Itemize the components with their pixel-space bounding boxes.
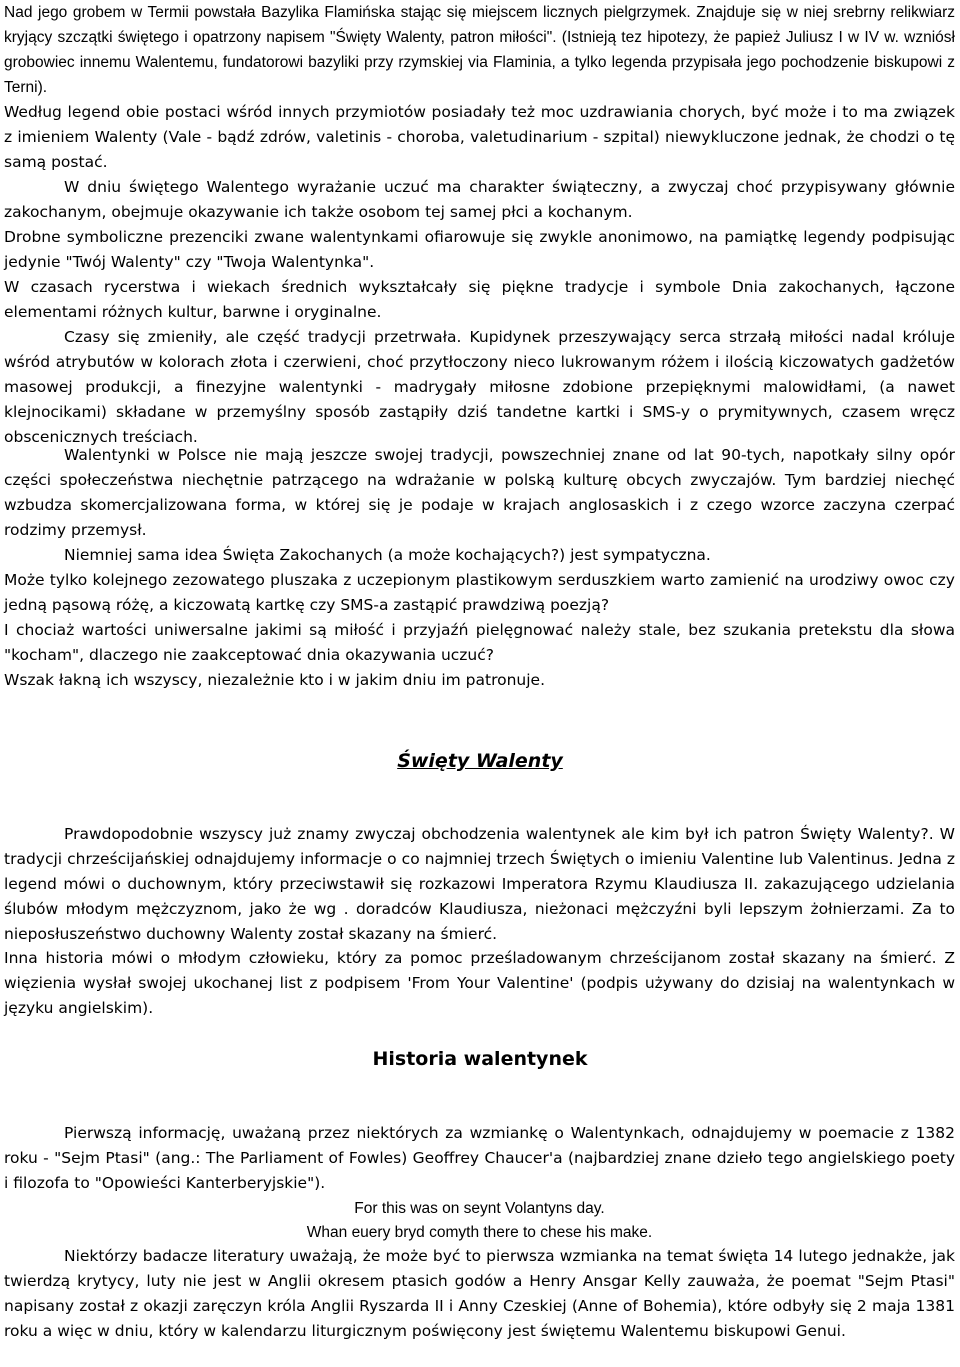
paragraph-sejm-ptasi: Pierwszą informację, uważaną przez niektórych za wzmiankę o Walentynkach, odnajdujemy w poemacie z 1382 roku - "Sejm Ptasi" (ang.: The Parliament of Fowles) Geoffrey Chaucer'a (najbardziej znane dzieło tego angielskiego poety i filozofa to "Opowieści Kanterberyjskie").	[4, 1124, 955, 1192]
paragraph-czasy: Czasy się zmieniły, ale część tradycji przetrwała. Kupidynek przeszywający serca strzałą miłości nadal króluje wśród atrybutów w kolorach złota i czerwieni, choć przytłoczony nieco lukrowanym różem i ilością kiczowatych gadżetów masowej produkcji, a finezyjne walentynki - madrygały miłosne zdobione przepięknymi malowidłami, (a nawet klejnocikami) składane w przemyślny sposób zastąpiły dziś tandetne kartki i SMS-y o prymitywnych, czasem wręcz obscenicznych treściach.	[4, 328, 955, 446]
paragraph-bazylika: Nad jego grobem w Termii powstała Bazylika Flamińska stając się miejscem licznych pielgrzymek. Znajduje się w niej srebrny relikwiarz kryjący szczątki świętego i opatrzony napisem "Święty Walenty, patron miłości". (Istnieją tez hipotezy, że papież Juliusz I w IV w. wzniósł grobowiec innemu Walentemu, fundatorowi bazyliki przy rzymskiej via Flaminia, a tylko legenda przypisała jego pochodzenie biskupowi z Terni).	[4, 4, 955, 96]
verse-line-2: Whan euery bryd comyth there to chese his make.	[306, 1224, 653, 1241]
paragraph-badacze: Niektórzy badacze literatury uważają, że może być to pierwsza wzmianka na temat święta 14 lutego jednakże, jak twierdzą krytycy, luty nie jest w Anglii okresem ptasich godów a Henry Ansgar Kelly zauważa, że poemat "Sejm Ptasi" napisany został z okazji zaręczyn króla Anglii Ryszarda II i Anny Czeskiej (Anne of Bohemia), które odbyły się 2 maja 1381 roku a więc w dniu, który w kalendarzu liturgicznym poświęcony jest świętemu Walentemu biskupowi Genui.	[4, 1247, 955, 1340]
paragraph-wszak: Wszak łakną ich wszyscy, niezależnie kto i w jakim dniu im patronuje.	[4, 671, 546, 689]
paragraph-polska: Walentynki w Polsce nie mają jeszcze swojej tradycji, powszechniej znane od lat 90-tych, napotkały silny opór części społeczeństwa niechętnie patrzącego na wdrażanie w polską kulturę obcych zwyczajów. Tym bardziej niechęć wzbudza skomercjalizowana forma, w której się je podaje w krajach anglosaskich i z czego wzorce zaczyna czerpać rodzimy przemysł.	[4, 446, 955, 539]
paragraph-legendy: Według legend obie postaci wśród innych przymiotów posiadały też moc uzdrawiania chorych, być może i to ma związek z imieniem Walenty (Vale - bądź zdrów, valetinis - choroba, valetudinarium - szpital) niewykluczone jednak, że chodzi o tę samą postać.	[4, 103, 955, 171]
paragraph-pluszak: Może tylko kolejnego zezowatego pluszaka z uczepionym plastikowym serduszkiem warto zamienić na urodziwy owoc czy jedną pąsową różę, a kiczowatą kartkę czy SMS-a zastąpić prawdziwą poezją?	[4, 571, 955, 614]
paragraph-inna-historia: Inna historia mówi o młodym człowieku, który za pomoc prześladowanym chrześcijanom został skazany na śmierć. Z więzienia wysłał swojej ukochanej list z podpisem 'From Your Valentine' (podpis używany do dzisiaj na walentynkach w języku angielskim).	[4, 949, 955, 1017]
verse-line-1: For this was on seynt Volantyns day.	[354, 1200, 605, 1217]
heading-historia-walentynek: Historia walentynek	[372, 1048, 588, 1070]
paragraph-wartosci: I chociaż wartości uniwersalne jakimi są miłość i przyjaźń pielęgnować należy stale, bez szukania pretekstu dla słowa "kocham", dlaczego nie zaakceptować dnia okazywania uczuć?	[4, 621, 955, 664]
paragraph-dzien-walentego: W dniu świętego Walentego wyrażanie uczuć ma charakter świąteczny, a zwyczaj choć przypisywany głównie zakochanym, obejmuje okazywanie ich także osobom tej samej płci a kochanym.	[4, 178, 955, 221]
heading-swiety-walenty: Święty Walenty	[397, 750, 563, 772]
paragraph-idea: Niemniej sama idea Święta Zakochanych (a może kochających?) jest sympatyczna.	[64, 546, 711, 564]
paragraph-prezenciki: Drobne symboliczne prezenciki zwane walentynkami ofiarowuje się zwykle anonimowo, na pamiątkę legendy podpisując jedynie "Twój Walenty" czy "Twoja Walentynka".	[4, 228, 955, 271]
paragraph-rycerstwo: W czasach rycerstwa i wiekach średnich wykształcały się piękne tradycje i symbole Dnia zakochanych, łączone elementami różnych kultur, barwne i oryginalne.	[4, 278, 955, 321]
paragraph-patron: Prawdopodobnie wszyscy już znamy zwyczaj obchodzenia walentynek ale kim był ich patron Święty Walenty?. W tradycji chrześcijańskiej odnajdujemy informacje o co najmniej trzech Świętych o imieniu Valentine lub Valentinus. Jedna z legend mówi o duchownym, który przeciwstawił się rozkazowi Imperatora Rzymu Klaudiusza II. zakazującego udzielania ślubów młodym mężczyznom, jako że wg . doradców Klaudiusza, nieżonaci mężczyźni byli lepszym żołnierzami. Za to nieposłuszeństwo duchowny Walenty został skazany na śmierć.	[4, 825, 955, 943]
